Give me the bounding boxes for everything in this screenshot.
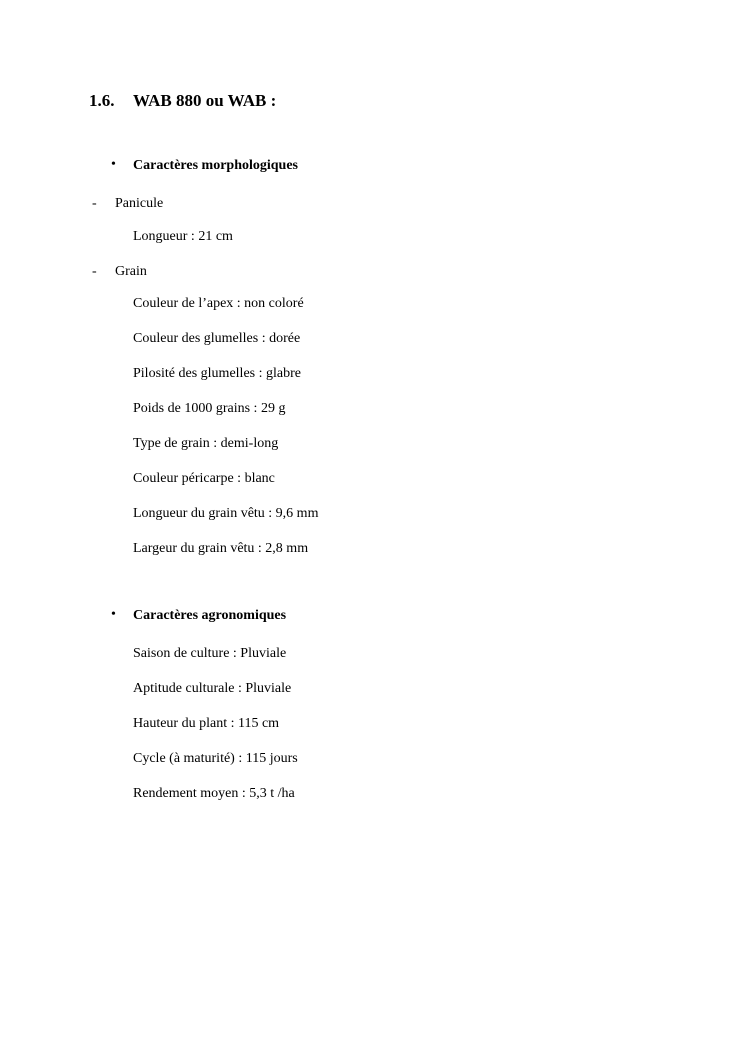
panicule-item: Longueur : 21 cm	[133, 229, 233, 244]
agro-item: Hauteur du plant : 115 cm	[133, 716, 280, 731]
grain-item: Couleur péricarpe : blanc	[133, 471, 275, 486]
grain-item: Poids de 1000 grains : 29 g	[133, 401, 286, 416]
grain-item: Couleur des glumelles : dorée	[133, 331, 301, 346]
panicule-label: Panicule	[115, 196, 164, 211]
agro-title: Caractères agronomiques	[133, 608, 287, 623]
section-number: 1.6.	[89, 91, 115, 110]
dash-marker: -	[92, 196, 97, 211]
dash-marker: -	[92, 264, 97, 279]
morpho-title: Caractères morphologiques	[133, 158, 298, 173]
grain-label: Grain	[115, 264, 147, 279]
section-title: WAB 880 ou WAB :	[133, 91, 277, 110]
bullet-icon: •	[111, 607, 116, 622]
grain-item: Pilosité des glumelles : glabre	[133, 366, 301, 381]
agro-item: Rendement moyen : 5,3 t /ha	[133, 786, 295, 801]
agro-item: Cycle (à maturité) : 115 jours	[133, 751, 298, 766]
grain-item: Largeur du grain vêtu : 2,8 mm	[133, 541, 309, 556]
bullet-icon: •	[111, 157, 116, 172]
grain-item: Longueur du grain vêtu : 9,6 mm	[133, 506, 319, 521]
grain-item: Couleur de l’apex : non coloré	[133, 296, 304, 311]
agro-item: Aptitude culturale : Pluviale	[133, 681, 292, 696]
grain-item: Type de grain : demi-long	[133, 436, 279, 451]
agro-item: Saison de culture : Pluviale	[133, 646, 287, 661]
